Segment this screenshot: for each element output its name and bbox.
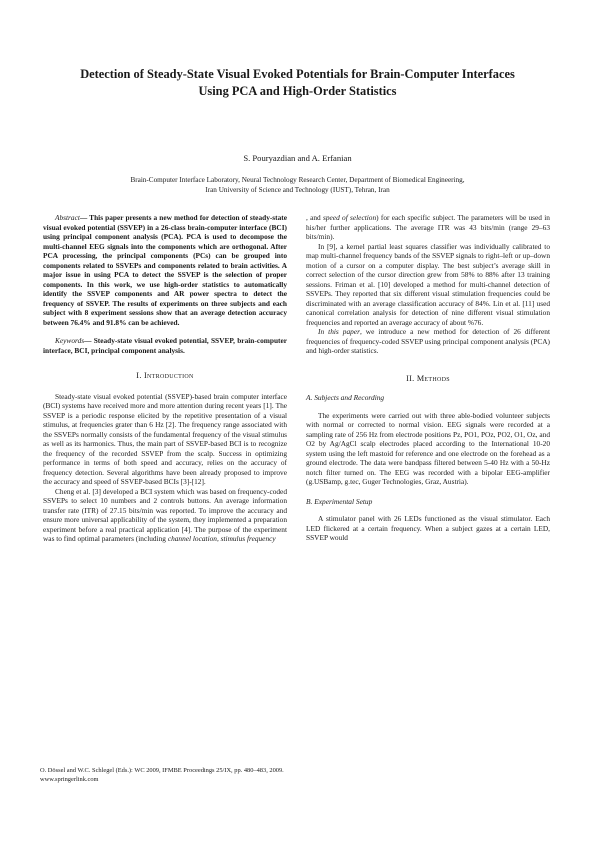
footer-citation: O. Dössel and W.C. Schlegel (Eds.): WC 2009, IFMBE Proceedings 25/IX, pp. 480–483, 2009. <box>40 767 284 774</box>
title-line-1: Detection of Steady-State Visual Evoked Potentials for Brain-Computer Interfaces <box>80 67 515 81</box>
keywords <box>43 336 287 355</box>
intro-paragraph-2 <box>43 487 287 544</box>
intro-paragraph-3: In [9], a kernel partial least squares classifier was individually calibrated to map multi-channel frequency bands of the SSVEP signals to right–left or up–down motion of a cursor on a computer display. The best subject’s average skill in correct selection of the cursor direction grew from 58% to 88% after 13 training sessions. Friman et al. [10] developed a method for multi-channel detection of SSVEPs. They reported that six different visual stimulation frequencies could be discriminated with an average classification accuracy of 84%. Lin et al. [11] used canonical correlation analysis for detection of nine different visual stimulation frequencies and reported an average accuracy of about %76. <box>306 241 550 327</box>
keywords-text: — Steady-state visual evoked potential, SSVEP, brain-computer interface, BCI, principal component analysis. <box>43 336 287 355</box>
abstract <box>43 213 287 327</box>
subsection-heading-a: A. Subjects and Recording <box>306 393 385 402</box>
intro-paragraph-4 <box>306 327 550 356</box>
paper-title <box>40 66 555 100</box>
intro-paragraph-2-italic-2: speed of selection <box>323 213 377 222</box>
intro-paragraph-1: Steady-state visual evoked potential (SSVEP)-based brain computer interface (BCI) systems have received more and more attention during recent years [1]. The SSVEP is a periodic response elicited by the repetitive presentation of a visual stimulus, at frequencies grater than 6 Hz [2]. The frequency range associated with the SSVEPs normally consists of the fundamental frequency of the visual stimulus as well as its harmonics. Thus, the main part of SSVEP-based BCI is to recognize the frequency of the recorded SSVEP from the scalp. Success in optimizing performance in terms of both speed and accuracy, relies on the accuracy of frequency detection. Several algorithms have been already proposed to improve the accuracy and speed of SSVEP-based BCIs [3]-[12]. <box>43 391 287 486</box>
intro-paragraph-2-start: Cheng et al. [3] developed a BCI system which was based on frequency-coded SSVEPs to select 10 numbers and 2 controls buttons. An average information transfer rate (ITR) of 27.15 bits/min was reported. To improve the accuracy and ensure more universal applicability of the system, they implemented a preparation experiment before a real practical application [4]. The purpose of the experiment was to find optimal parameters (including <box>43 486 287 543</box>
right-column <box>306 213 550 543</box>
affiliation-line-2: Iran University of Science and Technology (IUST), Tehran, Iran <box>205 186 390 194</box>
author-list: S. Pouryazdian and A. Erfanian <box>243 153 352 163</box>
methods-paragraph-1: The experiments were carried out with three able-bodied volunteer subjects with normal or corrected to normal vision. EEG signals were recorded at a sampling rate of 256 Hz from electrode positions Pz, PO1, POz, PO2, O1, Oz, and O2 by Ag/AgCl scalp electrodes placed according to the International 10-20 system using the left mastoid for reference and one electrode on the forehead as a ground electrode. The data were bandpass filtered between 5-40 Hz with a 50-Hz notch filter turned on. The EEG was recorded with a bipolar EEG-amplifier (g.USBamp, g.tec, Guger Technologies, Graz, Austria). <box>306 410 550 486</box>
page-footer <box>40 766 284 784</box>
subsection-heading-b: B. Experimental Setup <box>306 496 373 506</box>
intro-paragraph-4-italic: In this paper <box>318 327 360 336</box>
affiliation <box>40 175 555 195</box>
methods-paragraph-2: A stimulator panel with 26 LEDs functioned as the visual stimulator. Each LED flickered at a certain frequency. When a subject gazes at a certain LED, SSVEP would <box>306 514 550 542</box>
intro-paragraph-4-text: , we introduce a new method for detection of 26 different frequencies of frequency-coded SSVEP using principal component analysis (PCA) and high-order statistics. <box>306 327 550 355</box>
abstract-label: Abstract <box>55 213 80 222</box>
left-column <box>43 213 287 544</box>
affiliation-line-1: Brain-Computer Interface Laboratory, Neural Technology Research Center, Department of Biomedical Engineering, <box>130 176 465 184</box>
intro-paragraph-2-continued <box>306 213 550 242</box>
section-heading-introduction: I. Introduction <box>136 371 194 380</box>
section-heading-methods: II. Methods <box>406 373 450 383</box>
title-line-2: Using PCA and High-Order Statistics <box>198 84 397 98</box>
intro-paragraph-2-mid: , and <box>306 213 324 222</box>
intro-paragraph-2-end: ) for each specific subject. The parameters will be used in his/her further applications. The average ITR was 43 bits/min (range 29–63 bits/min). <box>306 213 550 241</box>
intro-paragraph-2-italic-1: channel location, stimulus frequency <box>167 534 276 543</box>
keywords-label: Keywords <box>55 336 85 345</box>
abstract-text: — This paper presents a new method for detection of steady-state visual evoked potential (SSVEP) in a 26-class brain-computer interface (BCI) using principal component analysis (PCA). PCA is used to decompose the multi-channel EEG signals into the components which are orthogonal. After PCA processing, the principal components (PCs) can be grouped into components related to SSVEPs and components related to brain activities. A major issue in using PCA to detect the SSVEP is the selection of proper components. In this work, we use high-order statistics to automatically identify the SSVEP components and AR power spectra to detect the frequency of SSVEP. The results of experiments on three subjects and each subject with 8 experiment sessions show that an average detection accuracy between 76.4% and 91.8% can be achieved. <box>43 213 287 327</box>
footer-url: www.springerlink.com <box>40 776 99 783</box>
